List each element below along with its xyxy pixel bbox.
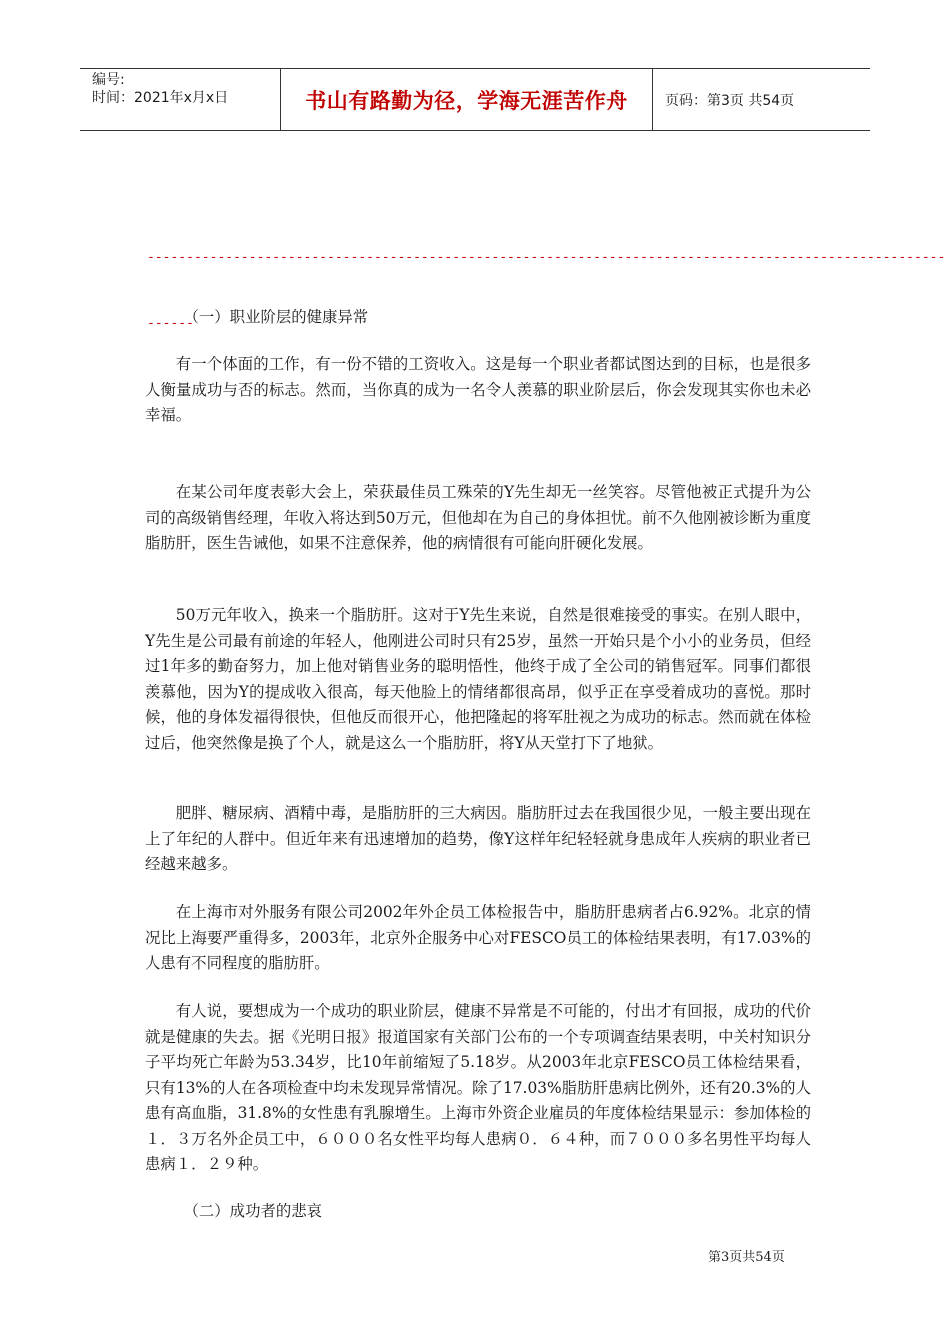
divider-line-1: ------------------------------------------------------------------------------------------------------ [147,250,946,265]
section-heading-2: （二）成功者的悲哀 [183,1202,323,1220]
header-meta [80,69,281,130]
page-header [80,68,870,131]
paragraph-6: 有人说，要想成为一个成功的职业阶层，健康不异常是不可能的，付出才有回报，成功的代价就是健康的失去。据《光明日报》报道国家有关部门公布的一个专项调查结果表明，中关村知识分子平均死亡年龄为53.34岁，比10年前缩短了5.18岁。从2003年北京FESCO员工体检结果看，只有13%的人在各项检查中均未发现异常情况。除了17.03%脂肪肝患病比例外，还有20.3%的人患有高血脂，31.8%的女性患有乳腺增生。上海市外资企业雇员的年度体检结果显示：参加体检的１．３万名外企员工中，６０００名女性平均每人患病０．６４种，而７０００多名男性平均每人患病１．２９种。 [145,1002,811,1173]
paragraph-4: 肥胖、糖尿病、酒精中毒，是脂肪肝的三大病因。脂肪肝过去在我国很少见，一般主要出现在上了年纪的人群中。但近年来有迅速增加的趋势，像Y这样年纪轻轻就身患成年人疾病的职业者已经越来越多。 [145,804,811,873]
page-footer: 第3页共54页 [708,1250,785,1265]
divider-line-2: ------ [147,316,194,331]
paragraph-2: 在某公司年度表彰大会上，荣获最佳员工殊荣的Y先生却无一丝笑容。尽管他被正式提升为公司的高级销售经理，年收入将达到50万元，但他却在为自己的身体担忧。前不久他刚被诊断为重度脂肪肝，医生告诫他，如果不注意保养，他的病情很有可能向肝硬化发展。 [145,483,811,552]
paragraph-1: 有一个体面的工作，有一份不错的工资收入。这是每一个职业者都试图达到的目标，也是很多人衡量成功与否的标志。然而，当你真的成为一名令人羡慕的职业阶层后，你会发现其实你也未必幸福。 [145,355,811,424]
document-number-label: 编号: [92,72,125,88]
section-heading-1: （一）职业阶层的健康异常 [183,308,369,326]
paragraph-3: 50万元年收入，换来一个脂肪肝。这对于Y先生来说，自然是很难接受的事实。在别人眼中，Y先生是公司最有前途的年轻人，他刚进公司时只有25岁，虽然一开始只是个小小的业务员，但经过1年多的勤奋努力，加上他对销售业务的聪明悟性，他终于成了全公司的销售冠军。同事们都很羡慕他，因为Y的提成收入很高，每天他脸上的情绪都很高昂，似乎正在享受着成功的喜悦。那时候，他的身体发福得很快，但他反而很开心，他把隆起的将军肚视之为成功的标志。然而就在体检过后，他突然像是换了个人，就是这么一个脂肪肝，将Y从天堂打下了地狱。 [145,606,811,752]
header-page-code: 页码：第3页 共54页 [665,92,795,109]
document-time-label: 时间：2021年x月x日 [92,90,229,106]
paragraph-5: 在上海市对外服务有限公司2002年外企员工体检报告中，脂肪肝患病者占6.92%。北京的情况比上海要严重得多，2003年，北京外企服务中心对FESCO员工的体检结果表明，有17.03%的人患有不同程度的脂肪肝。 [145,903,811,972]
header-motto: 书山有路勤为径，学海无涯苦作舟 [281,69,653,130]
red-dashed-divider [147,203,946,357]
